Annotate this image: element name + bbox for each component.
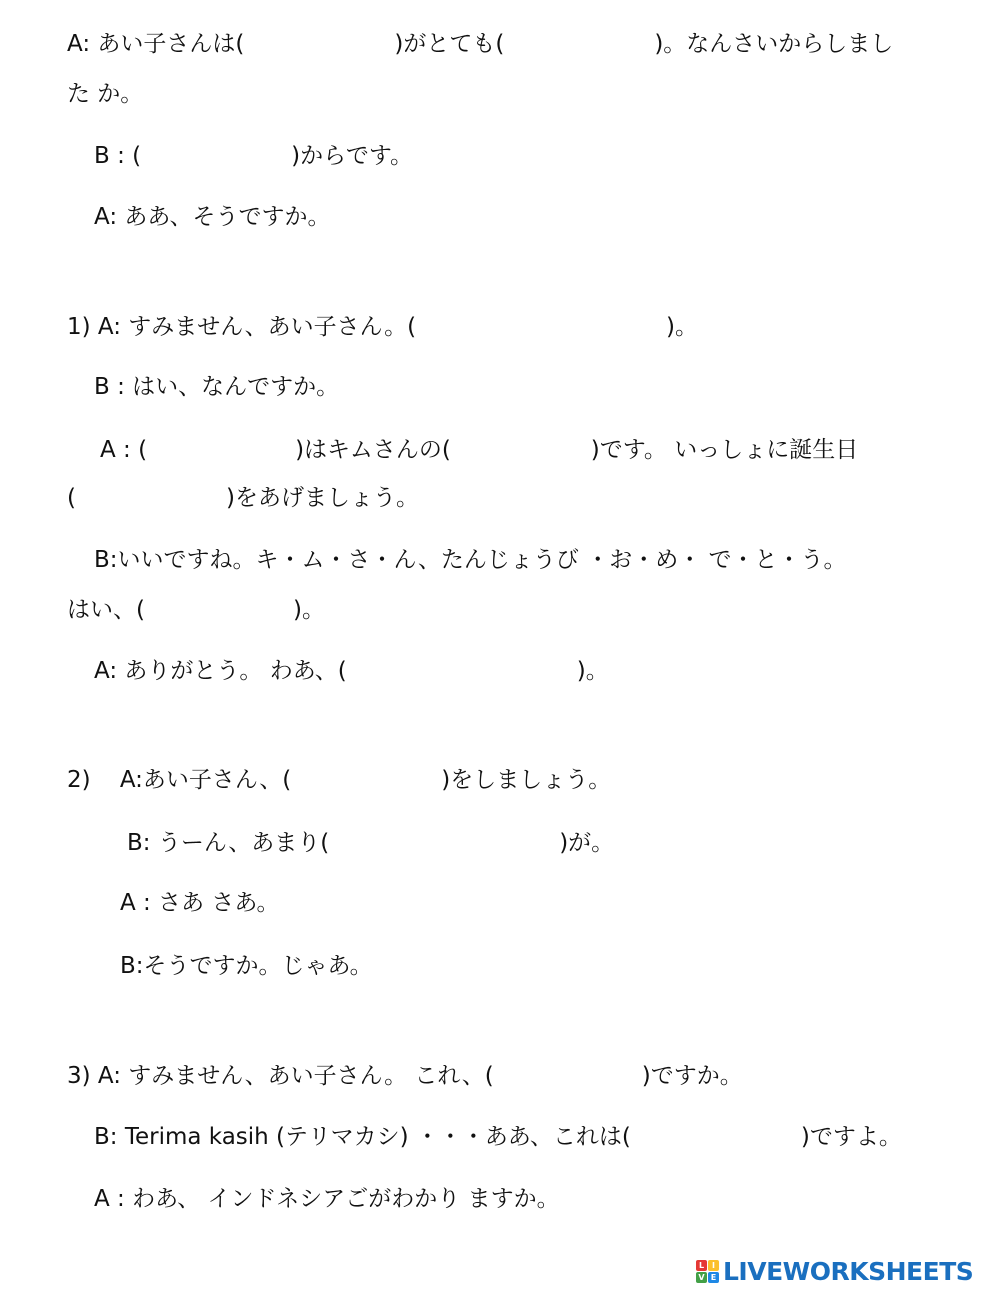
intro-line-1 bbox=[67, 29, 893, 59]
q1-line-4 bbox=[67, 483, 419, 513]
logo-letter: I bbox=[708, 1260, 719, 1271]
intro-text-3a: B : ( bbox=[94, 143, 142, 169]
q3-line-2 bbox=[94, 1122, 902, 1152]
q2-text-1b: )をしましょう。 bbox=[441, 767, 612, 793]
q3-line-1 bbox=[67, 1061, 743, 1091]
intro-text-1b: )がとても( bbox=[394, 31, 505, 57]
intro-text-3b: )からです。 bbox=[291, 143, 414, 169]
q1-line-5: B:いいですね。キ・ム・さ・ん、たんじょうび ・お・め・ で・と・う。 bbox=[94, 547, 847, 573]
q1-text-6a: はい、( bbox=[67, 597, 145, 623]
q1-text-3c: )です。 いっしょに誕生日 bbox=[590, 437, 859, 463]
intro-line-3 bbox=[94, 141, 413, 171]
q1-line-6 bbox=[67, 595, 325, 625]
q2-text-2b: )が。 bbox=[559, 830, 615, 856]
q1-text-6b: )。 bbox=[292, 597, 325, 623]
intro-text-1c: )。なんさいからしまし bbox=[654, 31, 894, 57]
q1-line-3 bbox=[100, 435, 858, 465]
q3-text-2b: )ですよ。 bbox=[800, 1124, 902, 1150]
q1-text-3b: )はキムさんの( bbox=[295, 437, 451, 463]
q3-text-2a: B: Terima kasih (テリマカシ) ・・・ああ、これは( bbox=[94, 1124, 631, 1150]
q1-text-4a: ( bbox=[67, 485, 76, 511]
intro-line-4: A: ああ、そうですか。 bbox=[94, 204, 331, 230]
logo-letter: E bbox=[708, 1272, 719, 1283]
q1-text-4b: )をあげましょう。 bbox=[225, 485, 419, 511]
q1-text-7a: A: ありがとう。 わあ、( bbox=[94, 658, 347, 684]
logo-letter: L bbox=[696, 1260, 707, 1271]
q2-line-3: A : さあ さあ。 bbox=[120, 890, 280, 916]
q2-line-2 bbox=[127, 828, 614, 858]
intro-text-1a: A: あい子さんは( bbox=[67, 31, 245, 57]
logo-squares-icon bbox=[696, 1260, 719, 1283]
q3-line-3: A : わあ、 インドネシアごがわかり ますか。 bbox=[94, 1186, 560, 1212]
q1-text-1b: )。 bbox=[666, 314, 699, 340]
q1-line-2: B : はい、なんですか。 bbox=[94, 374, 340, 400]
q2-text-1a: 2) A:あい子さん、( bbox=[67, 767, 292, 793]
q1-line-1 bbox=[67, 312, 698, 342]
q2-line-4: B:そうですか。じゃあ。 bbox=[120, 953, 373, 979]
q2-text-2a: B: うーん、あまり( bbox=[127, 830, 330, 856]
q3-text-1a: 3) A: すみません、あい子さん。 これ、( bbox=[67, 1063, 494, 1089]
q1-line-7 bbox=[94, 656, 609, 686]
brand-name: LIVEWORKSHEETS bbox=[723, 1256, 974, 1286]
q3-text-1b: )ですか。 bbox=[641, 1063, 743, 1089]
liveworksheets-logo bbox=[696, 1254, 973, 1288]
logo-letter: V bbox=[696, 1272, 707, 1283]
q2-line-1 bbox=[67, 765, 611, 795]
q1-text-1a: 1) A: すみません、あい子さん。( bbox=[67, 314, 417, 340]
q1-text-3a: A : ( bbox=[100, 437, 148, 463]
q1-text-7b: )。 bbox=[576, 658, 609, 684]
intro-line-2: た か。 bbox=[67, 81, 144, 107]
